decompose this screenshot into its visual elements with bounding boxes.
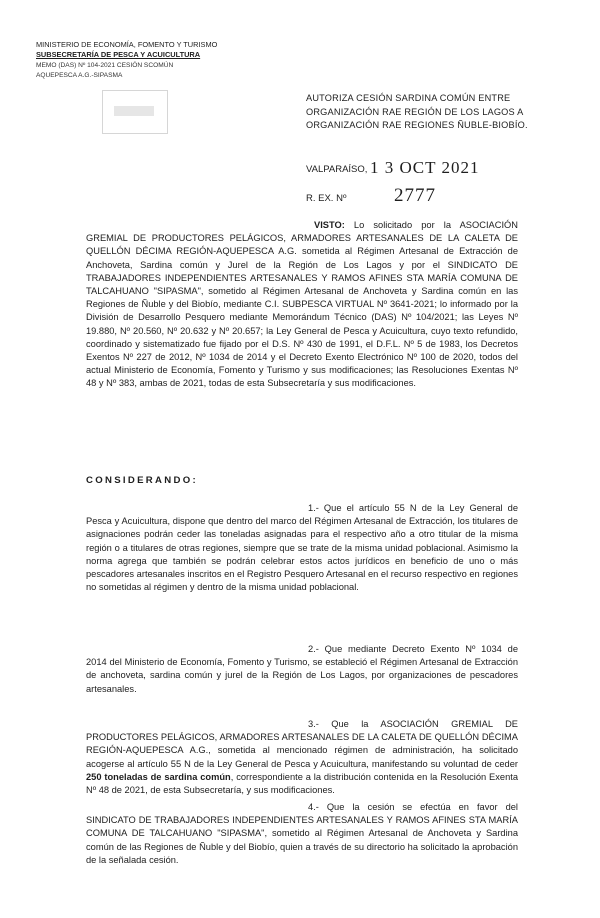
- stamp-label: [114, 106, 154, 116]
- memo-reference: MEMO (DAS) Nº 104-2021 CESIÓN SCOMÚN: [36, 61, 174, 69]
- considerando-3-text-a: 3.- Que la ASOCIACIÓN GREMIAL DE PRODUCTORES PELÁGICOS, ARMADORES ARTESANALES DE LA CALETA DE QUELLÓN DÉCIMA REGIÓN-AQUEPESCA A.G., sometida al mencionado régimen de administración, ha solicitado acogerse al artículo 55 N de la Ley General de Pesca y Acuicultura, manifestando su voluntad de ceder: [86, 719, 518, 769]
- ministry-name: MINISTERIO DE ECONOMÍA, FOMENTO Y TURISMO: [36, 40, 218, 49]
- considerando-3-tonnage: 250 toneladas de sardina común: [86, 771, 231, 782]
- memo-organizations: AQUEPESCA A.G.-SIPASMA: [36, 71, 123, 79]
- resolution-date: 1 3 OCT 2021: [370, 158, 480, 177]
- resolution-number: 2777: [394, 185, 436, 206]
- letterhead: [36, 40, 236, 81]
- subsecretaria-name: SUBSECRETARÍA DE PESCA Y ACUICULTURA: [36, 50, 201, 60]
- visto-text: Lo solicitado por la ASOCIACIÓN GREMIAL DE PRODUCTORES PELÁGICOS, ARMADORES ARTESANALES DE LA CALETA DE QUELLÓN DÉCIMA REGIÓN-AQUEPESCA A.G. sometida al Régimen Artesanal de Extracción de Anchoveta, Sardina común y Jurel de la Región de Los Lagos y por el SINDICATO DE TRABAJADORES INDEPENDIENTES ARTESANALES Y RAMOS AFINES STA MARÍA COMUNA DE TALCAHUANO "SIPASMA", sometido al Régimen Artesanal de Anchoveta y Sardina común en las Regiones de Ñuble y del Biobío, mediante C.I. SUBPESCA VIRTUAL Nº 3641-2021; lo informado por la División de Desarrollo Pesquero mediante Memorándum Técnico (DAS) Nº 104/2021; las Leyes Nº 19.880, Nº 20.560, Nº 20.632 y Nº 20.657; la Ley General de Pesca y Acuicultura, cuyo texto refundido, coordinado y sistematizado fue fijado por el D.S. Nº 430 de 1991, el D.F.L. Nº 5 de 1983, los Decretos Exentos Nº 227 de 2012, Nº 1034 de 2014 y el Decreto Exento Electrónico Nº 100 de 2020, todos del actual Ministerio de Economía, Fomento y Turismo y sus modificaciones; las Resoluciones Exentas Nº 48 y Nº 383, ambas de 2021, todas de esta Subsecretaría y sus modificaciones.: [86, 220, 518, 389]
- resolution-label: R. EX. Nº: [306, 193, 347, 204]
- visto-paragraph: [86, 219, 518, 391]
- considerando-3-text-b: , correspondiente a la distribución contenida en la Resolución Exenta Nº 48 de 2021, de esta Subsecretaría, y sus modificaciones.: [86, 771, 518, 796]
- considerando-heading: CONSIDERANDO:: [86, 475, 198, 486]
- visto-label: VISTO:: [314, 220, 345, 230]
- considerando-4: 4.- Que la cesión se efectúa en favor del SINDICATO DE TRABAJADORES INDEPENDIENTES ARTESANALES Y RAMOS AFINES STA MARÍA COMUNA DE TALCAHUANO "SIPASMA", sometido al Régimen Artesanal de Anchoveta y Sardina común de las Regiones de Ñuble y del Biobío, quien a través de su directorio ha solicitado la aprobación de la señalada cesión.: [86, 802, 518, 865]
- date-place: VALPARAÍSO,: [306, 164, 368, 175]
- considerando-1: 1.- Que el artículo 55 N de la Ley General de Pesca y Acuicultura, dispone que dentro del marco del Régimen Artesanal de Extracción, los titulares de asignaciones podrán ceder las toneladas asignadas para el respectivo año a otro titular de la misma región o a titulares de otras regiones, siempre que se trate de la misma unidad poblacional. Asimismo la norma agrega que también se podrán celebrar estos actos jurídicos en beneficio de uno o más pescadores artesanales inscritos en el Registro Pesquero Artesanal en el recurso respectivo en regiones no sometidas al régimen y dentro de la misma unidad poblacional.: [86, 503, 518, 593]
- resolution-subject: AUTORIZA CESIÓN SARDINA COMÚN ENTRE ORGANIZACIÓN RAE REGIÓN DE LOS LAGOS A ORGANIZACIÓN RAE REGIONES ÑUBLE-BIOBÍO.: [306, 93, 528, 131]
- considerando-3: [86, 718, 518, 797]
- considerando-2: 2.- Que mediante Decreto Exento Nº 1034 de 2014 del Ministerio de Economía, Fomento y Turismo, se estableció el Régimen Artesanal de Extracción de anchoveta, sardina común y jurel de la Región de Los Lagos, por organizaciones de pescadores artesanales.: [86, 644, 518, 694]
